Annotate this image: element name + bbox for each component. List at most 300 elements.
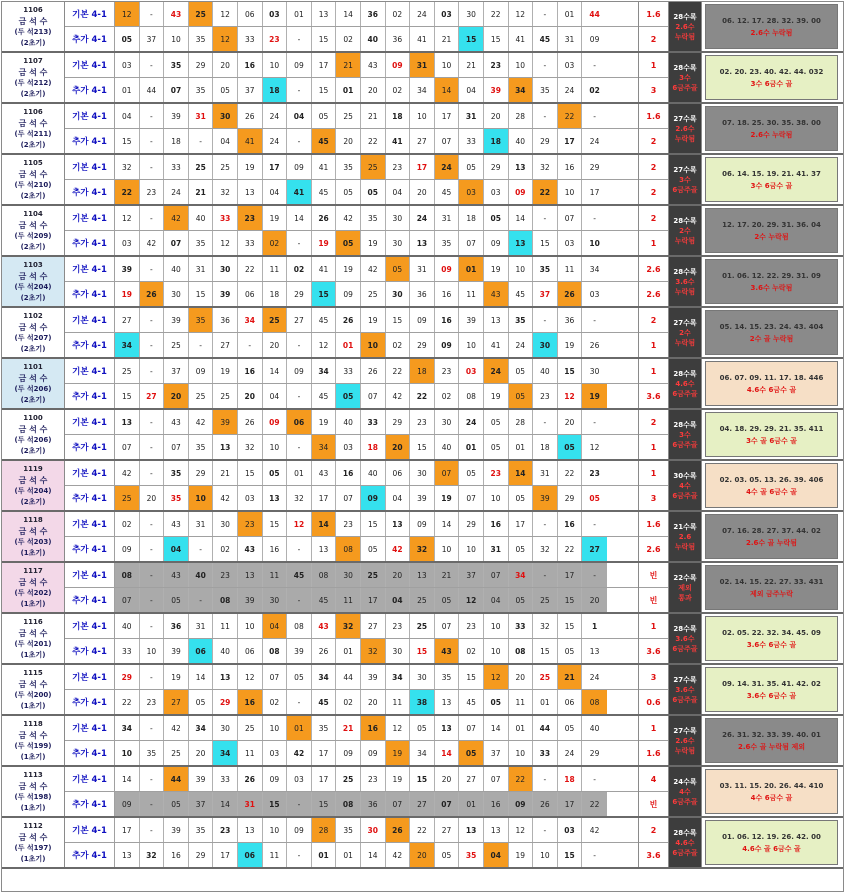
number-cell[interactable]: 36 [213,308,238,332]
number-cell[interactable]: 08 [312,563,337,587]
number-cell[interactable]: 40 [164,257,189,281]
number-cell[interactable]: 10 [435,53,460,77]
number-cell[interactable]: 21 [459,53,484,77]
number-cell[interactable]: 14 [287,206,312,230]
number-cell[interactable]: 29 [213,690,238,714]
number-cell[interactable]: 17 [213,843,238,867]
number-cell[interactable]: 08 [509,639,534,663]
number-cell[interactable]: 40 [189,206,214,230]
number-cell[interactable]: - [140,716,165,740]
number-cell[interactable]: 29 [287,282,312,306]
number-cell[interactable]: 06 [558,690,583,714]
number-cell[interactable]: 15 [558,359,583,383]
number-cell[interactable]: 39 [189,767,214,791]
number-cell[interactable]: 11 [336,588,361,612]
number-cell[interactable]: 19 [484,257,509,281]
number-cell[interactable]: 05 [435,588,460,612]
number-cell[interactable]: 02 [263,690,288,714]
number-cell[interactable]: 14 [509,206,534,230]
number-cell[interactable]: - [140,537,165,561]
number-cell[interactable]: 36 [361,792,386,816]
number-cell[interactable]: 20 [386,435,411,459]
number-cell[interactable]: 12 [287,512,312,536]
number-cell[interactable]: 22 [558,537,583,561]
number-cell[interactable]: 33 [238,231,263,255]
number-cell[interactable]: 35 [509,308,534,332]
number-cell[interactable]: 21 [189,180,214,204]
number-cell[interactable]: 45 [312,308,337,332]
number-cell[interactable]: 31 [459,104,484,128]
number-cell[interactable]: 37 [189,792,214,816]
number-cell[interactable]: 12 [213,27,238,51]
number-cell[interactable]: 20 [582,588,607,612]
number-cell[interactable]: 01 [509,435,534,459]
number-cell[interactable]: 43 [164,2,189,26]
number-cell[interactable]: 42 [164,716,189,740]
number-cell[interactable]: 02 [213,537,238,561]
number-cell[interactable]: 07 [435,792,460,816]
number-cell[interactable]: 43 [484,282,509,306]
number-cell[interactable]: 13 [509,231,534,255]
number-cell[interactable]: 18 [410,359,435,383]
number-cell[interactable]: 18 [533,435,558,459]
number-cell[interactable]: - [287,690,312,714]
number-cell[interactable]: 35 [189,435,214,459]
number-cell[interactable]: 31 [189,257,214,281]
number-cell[interactable]: 07 [435,614,460,638]
number-cell[interactable]: 13 [435,716,460,740]
number-cell[interactable]: 23 [484,53,509,77]
number-cell[interactable]: 34 [312,665,337,689]
number-cell[interactable]: 27 [459,767,484,791]
number-cell[interactable]: 26 [312,206,337,230]
number-cell[interactable]: 41 [410,27,435,51]
number-cell[interactable]: 16 [484,512,509,536]
number-cell[interactable]: 14 [115,767,140,791]
number-cell[interactable]: 20 [386,563,411,587]
number-cell[interactable]: 25 [361,563,386,587]
number-cell[interactable]: 09 [484,231,509,255]
number-cell[interactable]: 02 [336,27,361,51]
number-cell[interactable]: 09 [361,486,386,510]
number-cell[interactable]: 02 [386,78,411,102]
number-cell[interactable]: 40 [435,435,460,459]
number-cell[interactable]: 12 [115,206,140,230]
number-cell[interactable]: 40 [582,716,607,740]
number-cell[interactable]: 13 [115,843,140,867]
number-cell[interactable]: 20 [558,410,583,434]
number-cell[interactable]: 19 [509,843,534,867]
number-cell[interactable]: 45 [435,180,460,204]
number-cell[interactable]: 15 [410,767,435,791]
number-cell[interactable]: 05 [361,180,386,204]
number-cell[interactable]: 14 [213,792,238,816]
number-cell[interactable]: 30 [213,104,238,128]
number-cell[interactable]: - [533,410,558,434]
number-cell[interactable]: 09 [435,257,460,281]
number-cell[interactable]: 34 [115,716,140,740]
number-cell[interactable]: 39 [533,486,558,510]
number-cell[interactable]: 10 [509,53,534,77]
number-cell[interactable]: 15 [410,639,435,663]
number-cell[interactable]: 07 [164,435,189,459]
number-cell[interactable]: 43 [361,53,386,77]
number-cell[interactable]: 15 [484,27,509,51]
number-cell[interactable]: 25 [410,614,435,638]
number-cell[interactable]: 03 [263,741,288,765]
number-cell[interactable]: 44 [164,767,189,791]
number-cell[interactable]: - [533,818,558,842]
number-cell[interactable]: 03 [582,282,607,306]
number-cell[interactable]: 23 [582,461,607,485]
number-cell[interactable]: 24 [164,180,189,204]
number-cell[interactable]: 12 [238,665,263,689]
number-cell[interactable]: 40 [336,410,361,434]
number-cell[interactable]: 36 [410,282,435,306]
number-cell[interactable]: 08 [115,563,140,587]
number-cell[interactable]: - [140,206,165,230]
number-cell[interactable]: 13 [410,231,435,255]
number-cell[interactable]: 05 [558,716,583,740]
number-cell[interactable]: 04 [115,104,140,128]
number-cell[interactable]: 19 [582,384,607,408]
number-cell[interactable]: 03 [115,231,140,255]
number-cell[interactable]: 27 [435,818,460,842]
number-cell[interactable]: 07 [164,78,189,102]
number-cell[interactable]: 25 [336,104,361,128]
number-cell[interactable]: 14 [361,843,386,867]
number-cell[interactable]: - [287,843,312,867]
number-cell[interactable]: 31 [189,614,214,638]
number-cell[interactable]: - [140,792,165,816]
number-cell[interactable]: 15 [312,27,337,51]
number-cell[interactable]: - [582,512,607,536]
number-cell[interactable]: 20 [164,384,189,408]
number-cell[interactable]: 30 [582,359,607,383]
number-cell[interactable]: 27 [410,129,435,153]
number-cell[interactable]: 22 [361,129,386,153]
number-cell[interactable]: 37 [140,27,165,51]
number-cell[interactable]: 18 [386,104,411,128]
number-cell[interactable]: 39 [164,308,189,332]
number-cell[interactable]: 18 [263,282,288,306]
number-cell[interactable]: 35 [435,231,460,255]
number-cell[interactable]: 10 [484,486,509,510]
number-cell[interactable]: - [140,767,165,791]
number-cell[interactable]: 28 [509,104,534,128]
number-cell[interactable]: 14 [312,512,337,536]
number-cell[interactable]: 20 [189,741,214,765]
number-cell[interactable]: 13 [213,435,238,459]
number-cell[interactable]: 20 [410,180,435,204]
number-cell[interactable]: 13 [238,563,263,587]
number-cell[interactable]: 31 [189,104,214,128]
number-cell[interactable]: 21 [435,563,460,587]
number-cell[interactable]: 07 [558,206,583,230]
number-cell[interactable]: 29 [533,129,558,153]
number-cell[interactable]: 41 [386,129,411,153]
number-cell[interactable]: 30 [164,282,189,306]
number-cell[interactable]: 20 [140,486,165,510]
number-cell[interactable]: 05 [509,384,534,408]
number-cell[interactable]: 42 [386,384,411,408]
number-cell[interactable]: 23 [410,410,435,434]
number-cell[interactable]: - [287,231,312,255]
number-cell[interactable]: 36 [164,614,189,638]
number-cell[interactable]: 13 [238,180,263,204]
number-cell[interactable]: 1 [582,614,607,638]
number-cell[interactable]: 02 [336,690,361,714]
number-cell[interactable]: 03 [336,435,361,459]
number-cell[interactable]: 34 [386,665,411,689]
number-cell[interactable]: 01 [336,843,361,867]
number-cell[interactable]: 39 [410,486,435,510]
number-cell[interactable]: 10 [164,27,189,51]
number-cell[interactable]: 30 [459,2,484,26]
number-cell[interactable]: 43 [238,537,263,561]
number-cell[interactable]: 35 [189,308,214,332]
number-cell[interactable]: 05 [189,690,214,714]
number-cell[interactable]: 25 [189,2,214,26]
number-cell[interactable]: 15 [386,308,411,332]
number-cell[interactable]: 15 [558,614,583,638]
number-cell[interactable]: 30 [263,588,288,612]
number-cell[interactable]: - [189,537,214,561]
number-cell[interactable]: 34 [213,741,238,765]
number-cell[interactable]: 10 [459,333,484,357]
number-cell[interactable]: 27 [213,333,238,357]
number-cell[interactable]: 11 [459,282,484,306]
number-cell[interactable]: 34 [115,333,140,357]
number-cell[interactable]: 05 [509,588,534,612]
number-cell[interactable]: 42 [164,206,189,230]
number-cell[interactable]: 20 [410,843,435,867]
number-cell[interactable]: 10 [189,486,214,510]
number-cell[interactable]: - [140,359,165,383]
number-cell[interactable]: 13 [435,690,460,714]
number-cell[interactable]: 33 [164,155,189,179]
number-cell[interactable]: 34 [582,257,607,281]
number-cell[interactable]: - [287,537,312,561]
number-cell[interactable]: 40 [361,461,386,485]
number-cell[interactable]: 43 [312,614,337,638]
number-cell[interactable]: 15 [312,792,337,816]
number-cell[interactable]: 04 [263,180,288,204]
number-cell[interactable]: 05 [287,665,312,689]
number-cell[interactable]: 42 [582,818,607,842]
number-cell[interactable]: 40 [213,639,238,663]
number-cell[interactable]: 05 [213,78,238,102]
number-cell[interactable]: 11 [263,843,288,867]
number-cell[interactable]: 12 [484,665,509,689]
number-cell[interactable]: 04 [386,588,411,612]
number-cell[interactable]: 25 [189,384,214,408]
number-cell[interactable]: 29 [386,410,411,434]
number-cell[interactable]: 07 [263,665,288,689]
number-cell[interactable]: 08 [213,588,238,612]
number-cell[interactable]: 39 [213,410,238,434]
number-cell[interactable]: 12 [459,588,484,612]
number-cell[interactable]: 23 [213,818,238,842]
number-cell[interactable]: 29 [484,155,509,179]
number-cell[interactable]: 13 [213,665,238,689]
number-cell[interactable]: 26 [238,104,263,128]
number-cell[interactable]: 34 [189,716,214,740]
number-cell[interactable]: - [140,614,165,638]
number-cell[interactable]: - [287,27,312,51]
number-cell[interactable]: 42 [287,741,312,765]
number-cell[interactable]: 29 [459,512,484,536]
number-cell[interactable]: 10 [484,639,509,663]
number-cell[interactable]: 19 [263,206,288,230]
number-cell[interactable]: 17 [312,53,337,77]
number-cell[interactable]: 05 [509,486,534,510]
number-cell[interactable]: 20 [263,333,288,357]
number-cell[interactable]: 08 [336,792,361,816]
number-cell[interactable]: 23 [484,461,509,485]
number-cell[interactable]: 35 [361,206,386,230]
number-cell[interactable]: 09 [336,282,361,306]
number-cell[interactable]: 29 [582,155,607,179]
number-cell[interactable]: 35 [435,665,460,689]
number-cell[interactable]: 16 [558,512,583,536]
number-cell[interactable]: 15 [361,512,386,536]
number-cell[interactable]: 10 [558,180,583,204]
number-cell[interactable]: 12 [509,2,534,26]
number-cell[interactable]: 01 [287,2,312,26]
number-cell[interactable]: 25 [213,155,238,179]
number-cell[interactable]: - [189,129,214,153]
number-cell[interactable]: - [140,155,165,179]
number-cell[interactable]: - [140,129,165,153]
number-cell[interactable]: 33 [213,206,238,230]
number-cell[interactable]: 35 [189,818,214,842]
number-cell[interactable]: 13 [582,639,607,663]
number-cell[interactable]: 24 [435,155,460,179]
number-cell[interactable]: 35 [189,27,214,51]
number-cell[interactable]: 13 [386,512,411,536]
number-cell[interactable]: - [533,104,558,128]
number-cell[interactable]: 06 [238,2,263,26]
number-cell[interactable]: 09 [582,27,607,51]
number-cell[interactable]: 39 [361,665,386,689]
number-cell[interactable]: 23 [459,614,484,638]
number-cell[interactable]: 10 [238,614,263,638]
number-cell[interactable]: 09 [410,512,435,536]
number-cell[interactable]: 33 [361,410,386,434]
number-cell[interactable]: 10 [361,333,386,357]
number-cell[interactable]: 33 [459,129,484,153]
number-cell[interactable]: 14 [189,665,214,689]
number-cell[interactable]: - [287,384,312,408]
number-cell[interactable]: 31 [558,27,583,51]
number-cell[interactable]: 32 [115,155,140,179]
number-cell[interactable]: 22 [410,384,435,408]
number-cell[interactable]: 19 [386,767,411,791]
number-cell[interactable]: 29 [189,843,214,867]
number-cell[interactable]: 05 [312,104,337,128]
number-cell[interactable]: 19 [435,486,460,510]
number-cell[interactable]: - [533,308,558,332]
number-cell[interactable]: 41 [484,333,509,357]
number-cell[interactable]: 29 [115,665,140,689]
number-cell[interactable]: 08 [263,639,288,663]
number-cell[interactable]: 04 [263,614,288,638]
number-cell[interactable]: 26 [238,410,263,434]
number-cell[interactable]: 01 [287,716,312,740]
number-cell[interactable]: 25 [164,741,189,765]
number-cell[interactable]: 07 [459,716,484,740]
number-cell[interactable]: 15 [115,384,140,408]
number-cell[interactable]: 16 [435,308,460,332]
number-cell[interactable]: 36 [558,308,583,332]
number-cell[interactable]: 25 [164,333,189,357]
number-cell[interactable]: 39 [164,104,189,128]
number-cell[interactable]: 31 [533,461,558,485]
number-cell[interactable]: 10 [263,818,288,842]
number-cell[interactable]: 35 [189,78,214,102]
number-cell[interactable]: - [140,53,165,77]
number-cell[interactable]: 24 [410,206,435,230]
number-cell[interactable]: 05 [263,461,288,485]
number-cell[interactable]: 26 [312,639,337,663]
number-cell[interactable]: 27 [164,690,189,714]
number-cell[interactable]: 37 [459,563,484,587]
number-cell[interactable]: 12 [213,231,238,255]
number-cell[interactable]: 19 [361,308,386,332]
number-cell[interactable]: 21 [361,104,386,128]
number-cell[interactable]: - [582,53,607,77]
number-cell[interactable]: 34 [509,563,534,587]
number-cell[interactable]: 17 [263,155,288,179]
number-cell[interactable]: 25 [189,155,214,179]
number-cell[interactable]: 18 [459,206,484,230]
number-cell[interactable]: 09 [336,741,361,765]
number-cell[interactable]: - [287,78,312,102]
number-cell[interactable]: 15 [312,282,337,306]
number-cell[interactable]: 35 [533,257,558,281]
number-cell[interactable]: 22 [582,792,607,816]
number-cell[interactable]: 35 [459,843,484,867]
number-cell[interactable]: 29 [558,486,583,510]
number-cell[interactable]: 08 [459,384,484,408]
number-cell[interactable]: 19 [213,359,238,383]
number-cell[interactable]: 31 [435,206,460,230]
number-cell[interactable]: - [140,818,165,842]
number-cell[interactable]: 04 [213,129,238,153]
number-cell[interactable]: 26 [558,282,583,306]
number-cell[interactable]: 32 [287,486,312,510]
number-cell[interactable]: 15 [312,78,337,102]
number-cell[interactable]: - [533,53,558,77]
number-cell[interactable]: 39 [287,639,312,663]
number-cell[interactable]: 23 [533,384,558,408]
number-cell[interactable]: 05 [164,588,189,612]
number-cell[interactable]: 04 [484,843,509,867]
number-cell[interactable]: 03 [459,180,484,204]
number-cell[interactable]: 01 [336,333,361,357]
number-cell[interactable]: 22 [509,767,534,791]
number-cell[interactable]: 34 [238,308,263,332]
number-cell[interactable]: - [140,308,165,332]
number-cell[interactable]: 19 [238,155,263,179]
number-cell[interactable]: 26 [386,818,411,842]
number-cell[interactable]: 35 [164,53,189,77]
number-cell[interactable]: 06 [189,639,214,663]
number-cell[interactable]: 23 [386,155,411,179]
number-cell[interactable]: 24 [582,665,607,689]
number-cell[interactable]: 24 [410,2,435,26]
